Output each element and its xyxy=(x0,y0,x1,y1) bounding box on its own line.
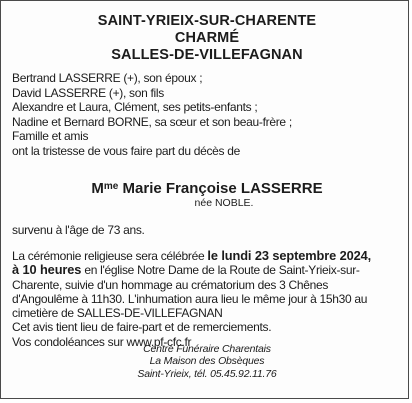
ceremony-line: d'Angoulême à 11h30. L'inhumation aura lieu le même jour à 15h30 au xyxy=(12,291,368,306)
ceremony-text: La cérémonie religieuse sera célébrée xyxy=(12,249,208,263)
funeral-home-contact: Saint-Yrieix, tél. 05.45.92.11.76 xyxy=(137,367,277,380)
header-locations xyxy=(1,13,412,64)
ceremony-text: en l'église Notre Dame de la Route de Saint-Yrieix-sur- xyxy=(81,263,360,278)
ceremony-line: Charente, suivie d'un hommage au crématorium des 3 Chênes xyxy=(12,277,329,292)
title-prefix: M xyxy=(91,180,104,197)
ceremony-line xyxy=(12,249,371,263)
funeral-home-footer xyxy=(1,343,412,380)
deceased-name xyxy=(1,180,412,198)
mourner-line: Bertrand LASSERRE (+), son époux ; xyxy=(12,71,203,85)
funeral-home-tagline: La Maison des Obsèques xyxy=(149,355,265,368)
maiden-name: née NOBLE. xyxy=(194,197,254,209)
ceremony-line: Cet avis tient lieu de faire-part et de remerciements. xyxy=(12,320,272,335)
ceremony-line xyxy=(12,263,371,277)
mourner-line: Famille et amis xyxy=(12,129,89,144)
location-line: CHARMÉ xyxy=(174,30,240,46)
mourners-list xyxy=(12,71,292,159)
funeral-home-name: Centre Funéraire Charentais xyxy=(143,343,271,355)
location-line: SAINT-YRIEIX-SUR-CHARENTE xyxy=(97,13,317,29)
condolences-line: Vos condoléances sur www.pf-cfc.fr xyxy=(12,334,192,349)
location-line: SALLES-DE-VILLEFAGNAN xyxy=(111,47,303,63)
mourner-line: Nadine et Bernard BORNE, sa sœur et son beau-frère ; xyxy=(12,114,292,129)
ceremony-line: cimetière de SALLES-DE-VILLEFAGNAN xyxy=(12,306,223,321)
title-suffix: me xyxy=(103,181,119,192)
ceremony-date: le lundi 23 septembre 2024, xyxy=(207,248,372,263)
ceremony-details xyxy=(12,249,371,349)
ceremony-time: à 10 heures xyxy=(12,262,82,278)
announcement-line: ont la tristesse de vous faire part du décès de xyxy=(12,143,241,158)
age-line: survenu à l'âge de 73 ans. xyxy=(12,223,145,237)
mourner-line: David LASSERRE (+), son fils xyxy=(12,85,164,100)
deceased-block xyxy=(1,180,412,209)
mourner-line: Alexandre et Laura, Clément, ses petits-enfants ; xyxy=(12,100,258,115)
deceased-full-name: Marie Françoise LASSERRE xyxy=(118,180,323,197)
